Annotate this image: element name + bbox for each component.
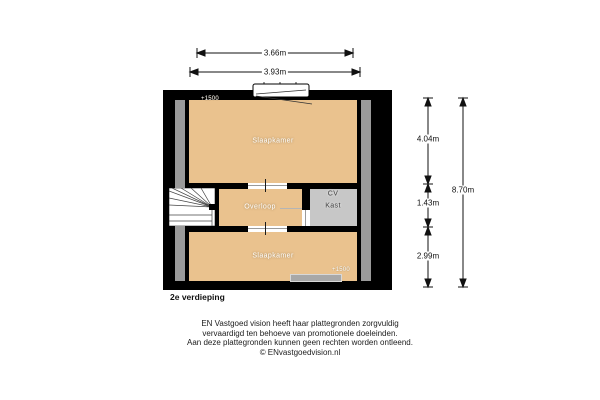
dimension-label-right-middle: 1.43m (416, 198, 440, 208)
floorplan (163, 90, 392, 290)
height-marker-top: +1500 (201, 96, 219, 102)
room-label-cv: CV (327, 190, 339, 198)
disclaimer-line-1: EN Vastgoed vision heeft haar plattegronden zorgvuldig (201, 319, 399, 328)
room-label-bedroom-top: Slaapkamer (252, 137, 294, 145)
sloped-ceiling-zone-right (361, 100, 371, 281)
floor-title: 2e verdieping (170, 292, 225, 302)
closet-door-opening (302, 210, 310, 226)
dimension-label-top-outer: 3.93m (263, 67, 287, 77)
window-icon (290, 274, 342, 282)
height-marker-bottom: +1500 (332, 267, 350, 273)
footer-disclaimer (0, 319, 600, 357)
dimension-label-right-total: 8.70m (451, 185, 475, 195)
dimension-label-top-inner: 3.66m (263, 48, 287, 58)
dimension-label-right-bottom: 2.99m (416, 251, 440, 261)
copyright-line: © ENvastgoedvision.nl (259, 347, 341, 357)
disclaimer-line-2: vervaardigd ten behoeve van promotionele doeleinden. (202, 328, 398, 338)
room-label-kast: Kast (325, 202, 341, 210)
door-opening-bottom (248, 226, 287, 232)
disclaimer-line-3: Aan deze plattegronden kunnen geen rechten worden ontleend. (187, 338, 413, 347)
staircase-icon (169, 188, 215, 226)
door-opening-top-tick (265, 179, 266, 192)
dimension-label-right-top: 4.04m (416, 134, 440, 144)
door-opening-bottom-tick (265, 222, 266, 235)
closet-door-swing-line (280, 208, 302, 209)
room-label-bedroom-bottom: Slaapkamer (252, 252, 294, 260)
door-opening-top (248, 183, 287, 189)
room-label-landing: Overloop (244, 203, 276, 211)
